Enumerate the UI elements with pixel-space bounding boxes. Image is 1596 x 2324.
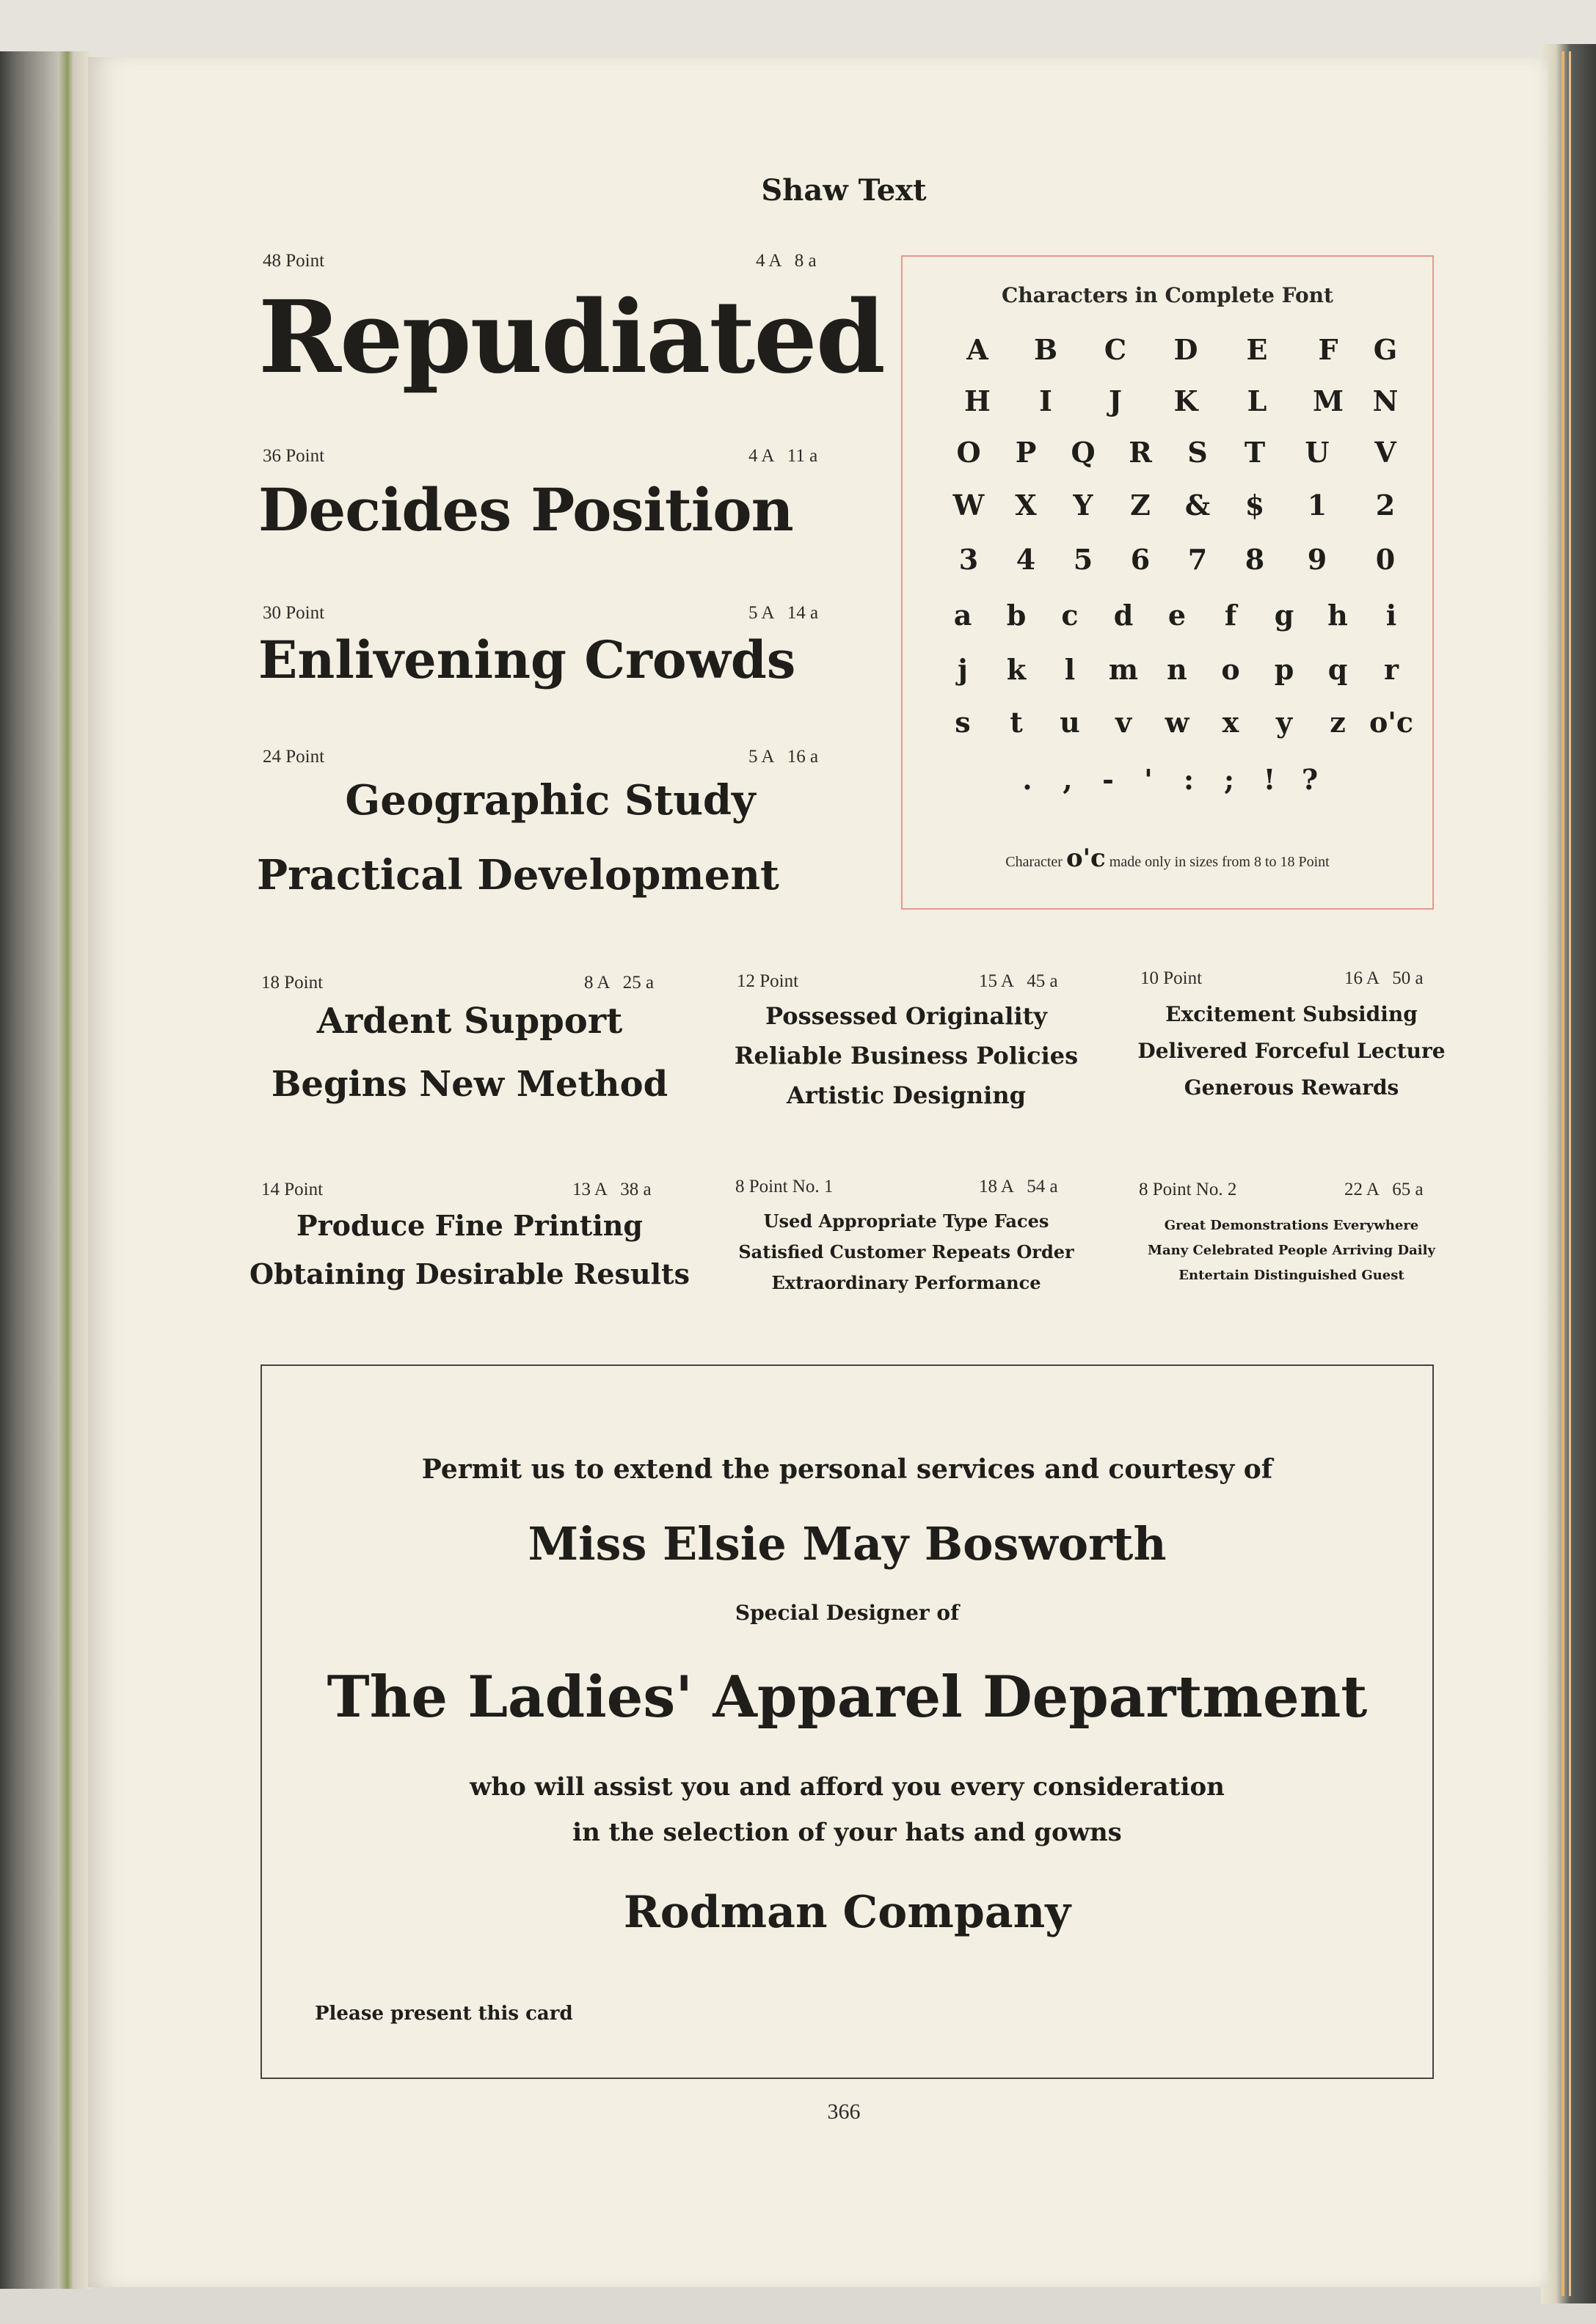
specimen-count-label: 8 A 25 a [584, 973, 655, 993]
char-glyph: C [1104, 333, 1127, 366]
char-glyph: R [1129, 436, 1152, 469]
page-title: Shaw Text [761, 173, 927, 208]
char-glyph: 2 [1375, 489, 1396, 522]
specimen-count-label: 5 A 14 a [748, 603, 819, 623]
specimen-line: Many Celebrated People Arriving Daily [1148, 1243, 1435, 1258]
char-glyph: $ [1245, 489, 1265, 522]
book-bottom-edge [0, 2281, 1596, 2324]
char-glyph: Y [1073, 489, 1093, 522]
specimen-count-label: 15 A 45 a [979, 971, 1058, 991]
char-glyph: 1 [1307, 489, 1327, 522]
char-glyph: L [1247, 384, 1267, 417]
char-glyph: F [1318, 333, 1338, 366]
character-box-note [903, 844, 1432, 873]
specimen-line: Great Demonstrations Everywhere [1164, 1218, 1419, 1233]
char-row [903, 333, 1432, 377]
char-glyph: m [1108, 653, 1139, 686]
char-glyph: t [1010, 706, 1023, 739]
card-intro-line: Permit us to extend the personal services and courtesy of [421, 1454, 1273, 1485]
specimen-size-label: 8 Point No. 2 [1139, 1180, 1237, 1199]
specimen-line: Delivered Forceful Lecture [1137, 1039, 1446, 1063]
char-glyph: Q [1071, 436, 1096, 469]
specimen-line: Excitement Subsiding [1165, 1002, 1418, 1026]
char-glyph: d [1113, 599, 1134, 632]
specimen-line: Repudiated [258, 279, 884, 396]
specimen-size-label: 30 Point [263, 603, 325, 623]
character-box-title: Characters in Complete Font [1002, 283, 1333, 307]
char-glyph: k [1006, 653, 1027, 686]
specimen-line: Artistic Designing [787, 1081, 1026, 1109]
specimen-line: Extraordinary Performance [771, 1272, 1041, 1293]
char-glyph: q [1327, 653, 1348, 686]
char-glyph: 7 [1187, 543, 1208, 576]
char-glyph: e [1167, 599, 1187, 632]
char-glyph: n [1167, 653, 1187, 686]
char-glyph: g [1274, 599, 1294, 632]
char-glyph: S [1187, 436, 1208, 469]
char-glyph: p [1274, 653, 1294, 686]
specimen-size-label: 24 Point [263, 747, 325, 767]
note-glyph: o'c [1065, 844, 1106, 873]
char-row [903, 384, 1432, 428]
sample-card [260, 1364, 1434, 2079]
book-top-edge [0, 0, 1596, 59]
char-glyph: 4 [1016, 543, 1036, 576]
card-department: The Ladies' Apparel Department [327, 1664, 1368, 1731]
char-glyph: h [1327, 599, 1348, 632]
char-glyph: P [1015, 436, 1037, 469]
char-row [903, 436, 1432, 480]
specimen-size-label: 12 Point [737, 971, 799, 991]
char-glyph: I [1039, 384, 1052, 417]
char-glyph: x [1222, 706, 1239, 739]
char-glyph: b [1006, 599, 1027, 632]
specimen-count-label: 5 A 16 a [748, 747, 819, 767]
char-glyph: w [1165, 706, 1189, 739]
char-glyph: M [1312, 384, 1344, 417]
specimen-count-label: 4 A 11 a [748, 446, 818, 466]
specimen-line: Obtaining Desirable Results [249, 1257, 690, 1290]
char-row [903, 599, 1432, 643]
specimen-line: Begins New Method [271, 1064, 668, 1105]
specimen-line: Reliable Business Policies [734, 1042, 1079, 1070]
card-line: who will assist you and afford you every consideration [470, 1772, 1225, 1802]
char-glyph: T [1244, 436, 1266, 469]
char-row [903, 763, 1432, 807]
card-company: Rodman Company [623, 1887, 1071, 1938]
specimen-count-label: 16 A 50 a [1344, 968, 1424, 988]
char-glyph: X [1015, 489, 1037, 522]
char-glyph: 0 [1375, 543, 1396, 576]
char-glyph: : [1183, 763, 1195, 796]
char-glyph: 5 [1073, 543, 1093, 576]
specimen-line: Decides Position [258, 475, 793, 544]
char-glyph: u [1060, 706, 1080, 739]
char-glyph: 3 [958, 543, 979, 576]
specimen-size-label: 48 Point [263, 251, 325, 271]
note-text: Character [1005, 854, 1063, 870]
specimen-line: Satisfied Customer Repeats Order [738, 1241, 1074, 1263]
character-font-box [901, 255, 1434, 910]
specimen-line: Entertain Distinguished Guest [1178, 1268, 1404, 1283]
char-glyph: W [952, 489, 985, 522]
specimen-size-label: 8 Point No. 1 [735, 1177, 834, 1196]
char-glyph: A [966, 333, 988, 366]
specimen-line: Possessed Originality [765, 1002, 1047, 1030]
char-glyph: ? [1301, 763, 1319, 796]
card-footer: Please present this card [315, 2003, 573, 2025]
char-glyph: Z [1130, 489, 1151, 522]
char-glyph: ; [1223, 763, 1235, 796]
specimen-count-label: 22 A 65 a [1344, 1180, 1424, 1199]
specimen-line: Practical Development [257, 851, 779, 899]
char-glyph: o'c [1369, 706, 1414, 739]
char-row [903, 706, 1432, 750]
char-glyph: o [1221, 653, 1240, 686]
char-row [903, 543, 1432, 587]
specimen-line: Enlivening Crowds [258, 629, 796, 690]
char-glyph: i [1385, 599, 1397, 632]
char-glyph: c [1061, 599, 1079, 632]
specimen-size-label: 18 Point [261, 973, 324, 993]
card-name: Miss Elsie May Bosworth [528, 1517, 1167, 1571]
char-glyph: & [1184, 489, 1211, 522]
char-glyph: D [1173, 333, 1198, 366]
char-glyph: z [1330, 706, 1346, 739]
char-glyph: J [1109, 384, 1122, 417]
note-text: made only in sizes from 8 to 18 Point [1109, 854, 1330, 870]
char-glyph: V [1374, 436, 1396, 469]
card-line: in the selection of your hats and gowns [572, 1818, 1122, 1847]
char-glyph: B [1033, 333, 1058, 366]
char-glyph: j [958, 653, 968, 686]
char-glyph: a [953, 599, 972, 632]
char-glyph: r [1383, 653, 1399, 686]
specimen-line: Ardent Support [316, 1001, 623, 1042]
card-role: Special Designer of [735, 1601, 960, 1625]
char-glyph: 8 [1245, 543, 1265, 576]
char-glyph: y [1275, 706, 1293, 739]
specimen-line: Used Appropriate Type Faces [763, 1210, 1049, 1232]
char-glyph: G [1373, 333, 1398, 366]
specimen-size-label: 36 Point [263, 446, 325, 466]
char-glyph: v [1115, 706, 1132, 739]
specimen-size-label: 14 Point [261, 1180, 324, 1199]
char-glyph: . [1022, 763, 1032, 796]
specimen-size-label: 10 Point [1140, 968, 1203, 988]
book-spine-left [0, 51, 92, 2289]
page-edge-line-2 [1569, 51, 1571, 2296]
page-edge-line [1562, 51, 1564, 2296]
specimen-count-label: 18 A 54 a [979, 1177, 1058, 1196]
specimen-count-label: 4 A 8 a [756, 251, 817, 271]
specimen-line: Generous Rewards [1184, 1075, 1399, 1100]
char-glyph: ! [1263, 763, 1276, 796]
specimen-line: Geographic Study [345, 776, 756, 825]
char-glyph: H [964, 384, 991, 417]
char-glyph: l [1064, 653, 1076, 686]
char-row [903, 653, 1432, 697]
char-glyph: f [1224, 599, 1237, 632]
char-glyph: 9 [1307, 543, 1327, 576]
char-glyph: - [1102, 763, 1114, 796]
char-row [903, 489, 1432, 533]
char-glyph: 6 [1130, 543, 1151, 576]
char-glyph: ' [1144, 763, 1153, 796]
char-glyph: U [1305, 436, 1330, 469]
char-glyph: E [1246, 333, 1268, 366]
char-glyph: s [955, 706, 971, 739]
page-number: 366 [827, 2100, 861, 2124]
specimen-line: Produce Fine Printing [296, 1209, 643, 1242]
specimen-count-label: 13 A 38 a [572, 1180, 652, 1199]
char-glyph: O [956, 436, 981, 469]
char-glyph: , [1063, 763, 1073, 796]
char-glyph: N [1372, 384, 1399, 417]
char-glyph: K [1173, 384, 1198, 417]
